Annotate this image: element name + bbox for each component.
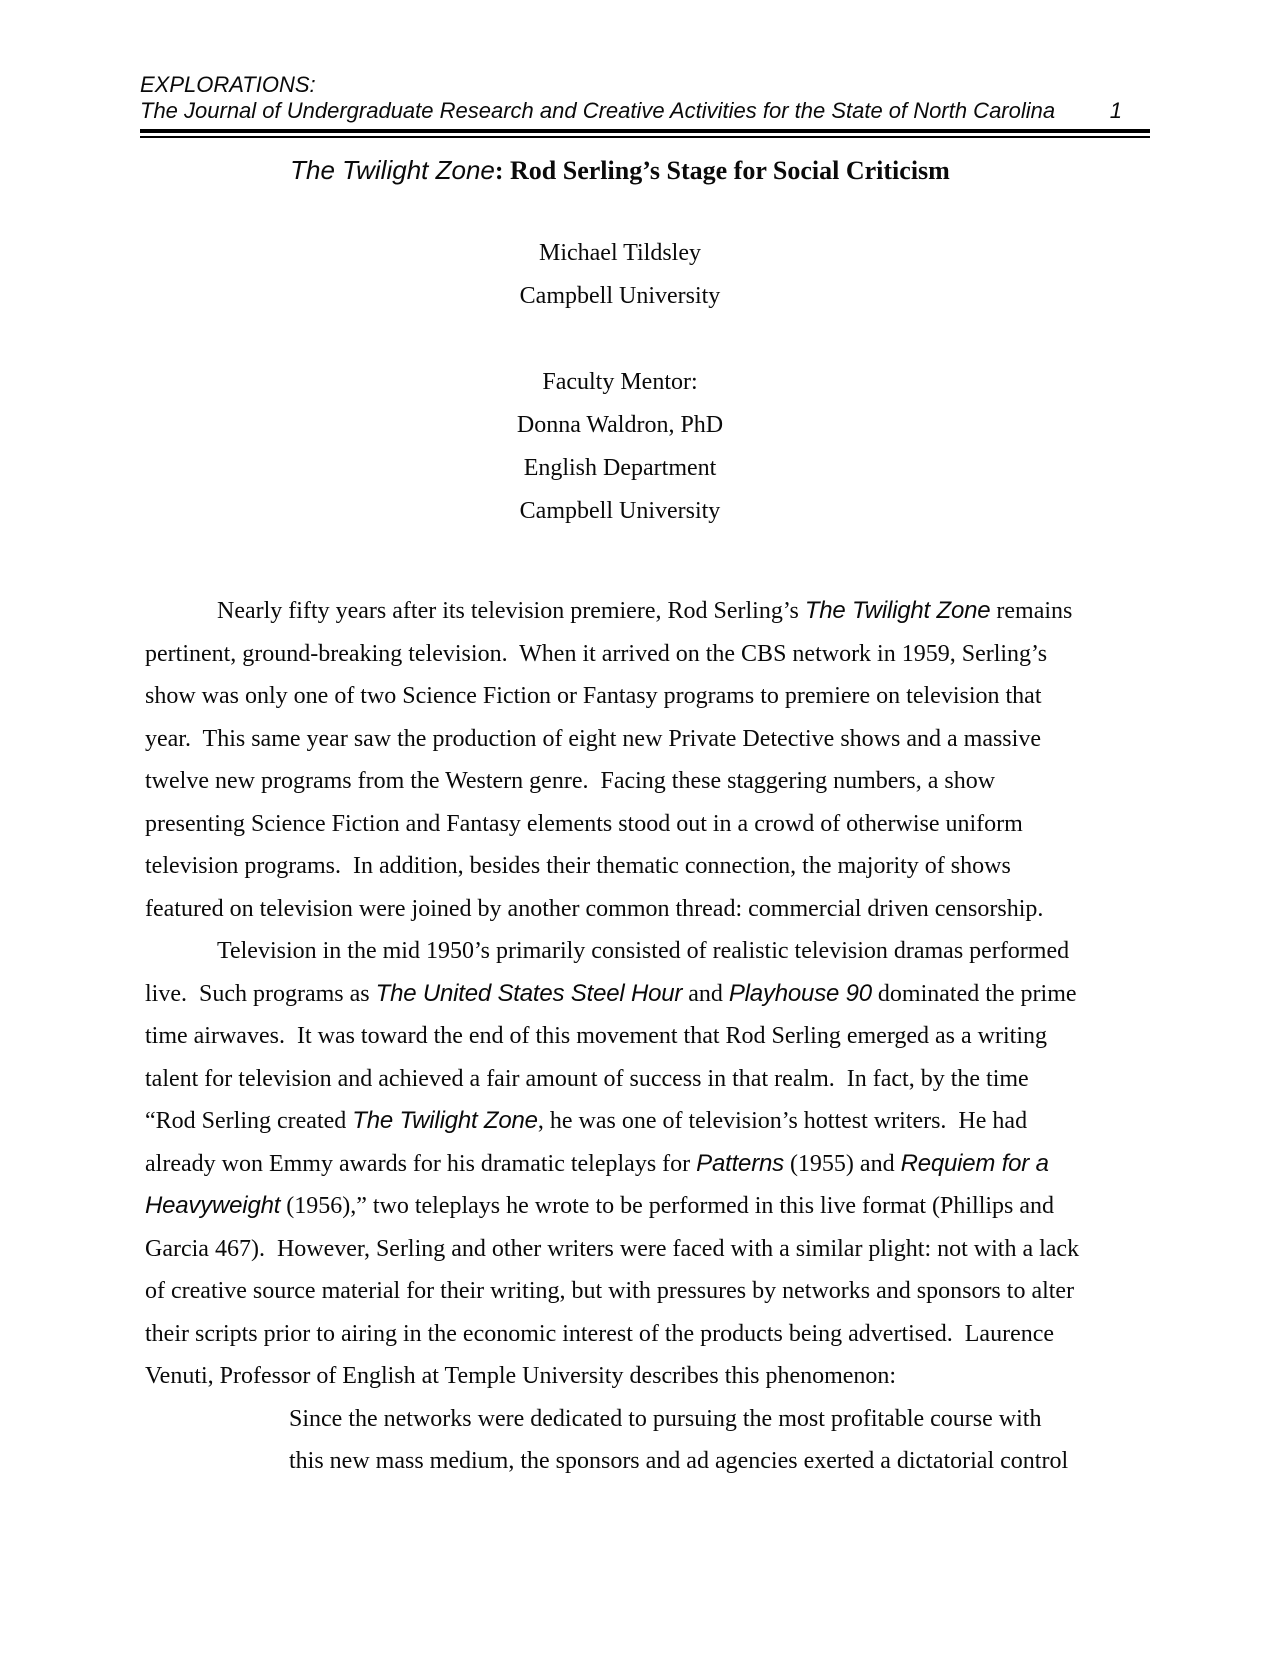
text-line: [145, 1185, 1175, 1228]
paragraph-1: [145, 590, 1175, 930]
text-line: [145, 1058, 1175, 1101]
text-run: Garcia 467). However, Serling and other writers were faced with a similar plight: not with a lack: [145, 1235, 1080, 1262]
text-run: show was only one of two Science Fiction or Fantasy programs to premiere on television that: [145, 683, 1042, 709]
text-line: Michael Tildsley: [538, 240, 701, 266]
styled-text-run: The Twilight Zone: [352, 1107, 538, 1134]
text-run: twelve new programs from the Western genre. Facing these staggering numbers, a show: [145, 768, 996, 794]
text-line: [145, 888, 1175, 931]
text-run: pertinent, ground-breaking television. When it arrived on the CBS network in 1959, Serling’s: [145, 640, 1048, 667]
styled-text-run: Heavyweight: [145, 1192, 281, 1219]
text-line: [145, 930, 1175, 973]
text-line: [145, 845, 1175, 888]
styled-text-run: The Twilight Zone: [290, 155, 495, 185]
block-gap: [0, 318, 1240, 361]
styled-text-run: The United States Steel Hour: [375, 979, 683, 1007]
author-lines: [0, 232, 1240, 318]
text-run: remains: [990, 598, 1073, 624]
page-number: 1: [1109, 98, 1122, 123]
journal-subtitle: The Journal of Undergraduate Research and Creative Activities for the State of North Carolina: [140, 98, 1056, 123]
text-run: , he was one of television’s hottest writers. He had: [537, 1108, 1028, 1134]
text-line: [145, 1440, 1175, 1483]
text-run: their scripts prior to airing in the economic interest of the products being advertised. Laurence: [145, 1320, 1055, 1347]
text-line: [145, 633, 1175, 676]
text-line: Campbell University: [519, 498, 721, 524]
journal-name: EXPLORATIONS:: [140, 72, 316, 97]
text-run: television programs. In addition, besides their thematic connection, the majority of shows: [145, 853, 1011, 879]
styled-text-run: Requiem for a: [900, 1149, 1049, 1177]
mentor-lines: [0, 361, 1240, 533]
text-run: featured on television were joined by another common thread: commercial driven censorship.: [145, 895, 1044, 922]
text-run: Venuti, Professor of English at Temple University describes this phenomenon:: [145, 1363, 897, 1389]
text-line: [145, 1228, 1175, 1271]
text-line: [145, 590, 1175, 633]
text-line: Faculty Mentor:: [542, 369, 698, 395]
text-line: [145, 1015, 1175, 1058]
text-line: Donna Waldron, PhD: [516, 412, 724, 438]
styled-text-run: Patterns: [696, 1149, 784, 1177]
paper-title: [0, 155, 1240, 186]
text-run: presenting Science Fiction and Fantasy elements stood out in a crowd of otherwise uniform: [145, 810, 1023, 837]
text-run: (1955) and: [783, 1150, 901, 1177]
text-line: [145, 1398, 1175, 1441]
text-run: talent for television and achieved a fair amount of success in that realm. In fact, by the time: [145, 1065, 1029, 1092]
text-line: [145, 718, 1175, 761]
text-line: English Department: [523, 455, 717, 481]
text-run: this new mass medium, the sponsors and ad agencies exerted a dictatorial control: [289, 1448, 1069, 1474]
text-run: live. Such programs as: [145, 980, 376, 1007]
author-block: [0, 232, 1240, 533]
styled-text-run: : Rod Serling’s Stage for Social Criticism: [494, 156, 950, 185]
text-line: [145, 803, 1175, 846]
paragraph-2: [145, 930, 1175, 1398]
header-rule: [140, 129, 1150, 138]
text-line: [145, 1355, 1175, 1398]
block-quote: [145, 1398, 1175, 1483]
body-text: [145, 590, 1175, 1483]
text-run: year. This same year saw the production of eight new Private Detective shows and a massive: [145, 725, 1041, 752]
text-run: (1956),” two teleplays he wrote to be performed in this live format (Phillips and: [280, 1193, 1055, 1219]
text-line: [145, 973, 1175, 1016]
running-header: [140, 72, 1150, 138]
text-run: dominated the prime: [871, 980, 1077, 1007]
text-run: “Rod Serling created: [145, 1108, 353, 1134]
text-run: Nearly fifty years after its television premiere, Rod Serling’s: [217, 598, 805, 624]
text-run: Television in the mid 1950’s primarily consisted of realistic television dramas performed: [217, 938, 1070, 964]
text-line: [145, 1313, 1175, 1356]
text-run: Since the networks were dedicated to pursuing the most profitable course with: [289, 1405, 1042, 1432]
text-run: already won Emmy awards for his dramatic teleplays for: [145, 1150, 697, 1177]
header-line2: [140, 98, 1150, 124]
text-line: [145, 1270, 1175, 1313]
text-run: and: [682, 980, 729, 1007]
text-run: of creative source material for their writing, but with pressures by networks and sponsors to alter: [145, 1278, 1075, 1304]
text-line: [145, 675, 1175, 718]
text-run: time airwaves. It was toward the end of this movement that Rod Serling emerged as a writing: [145, 1023, 1048, 1049]
text-line: [145, 1100, 1175, 1143]
styled-text-run: Playhouse 90: [728, 979, 872, 1007]
text-line: Campbell University: [519, 283, 721, 309]
text-line: [145, 1143, 1175, 1186]
text-line: [145, 760, 1175, 803]
styled-text-run: The Twilight Zone: [804, 597, 991, 624]
